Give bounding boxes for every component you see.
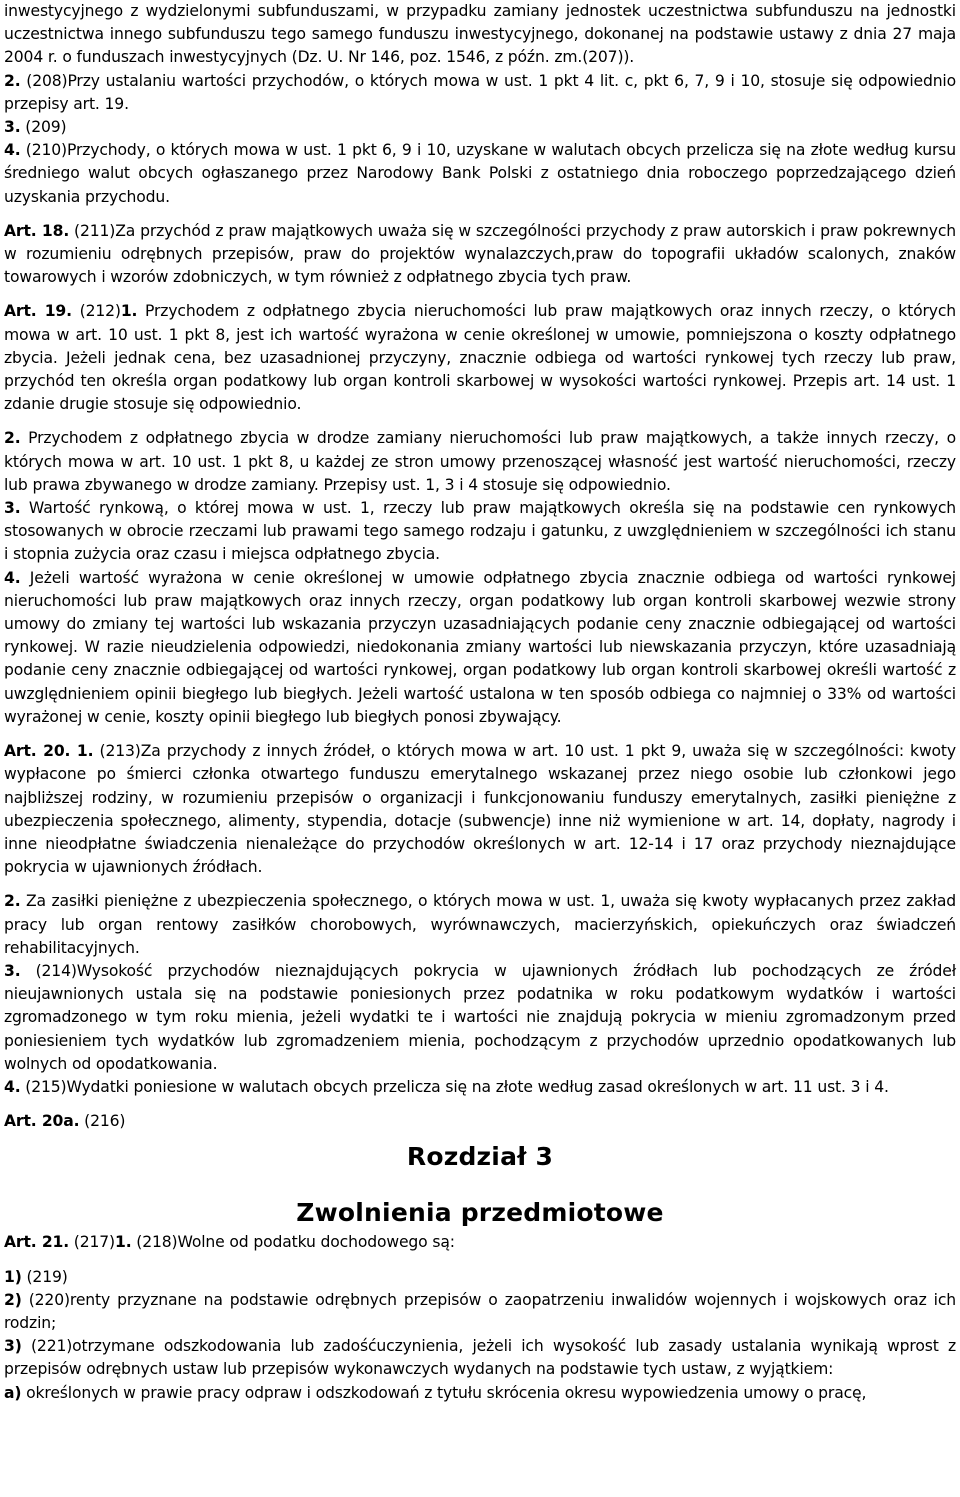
paragraph-text: (214)Wysokość przychodów nieznajdujących pokrycia w ujawnionych źródłach lub pochodzących ze źródeł nieujawnionych ustala się na podstawie poniesionych przez podatnika w roku podatkowym wydatków i wartości zgromadzonego w tym roku mienia, jeżeli wydatki te i wartości nie znajdują pokrycia w mieniu zgromadzonym przed poniesieniem tych wydatków lub zgromadzeniem mienia, pochodzącym z przychodów uprzednio opodatkowanych lub wolnych od opodatkowania. [4,961,956,1073]
article-20-ust3 [4,960,956,1076]
article-19-ust2 [4,427,956,497]
paragraph-art17-ust2 [4,70,956,116]
list-text: (220)renty przyznane na podstawie odrębnych przepisów o zaopatrzeniu inwalidów wojennych i wojskowych oraz ich rodzin; [4,1290,956,1332]
paragraph-text: (213)Za przychody z innych źródeł, o których mowa w art. 10 ust. 1 pkt 9, uważa się w szczególności: kwoty wypłacone po śmierci członka otwartego funduszu emerytalnego wskazanej przez niego osobie lub członkowi jego najbliższej rodziny, w rozumieniu przepisów o organizacji i funkcjonowaniu funduszy emerytalnych, zasiłki pieniężne z ubezpieczenia społecznego, alimenty, stypendia, dotacje (subwencje) inne niż wymienione w art. 14, dopłaty, nagrody i inne nieodpłatne świadczenia nienależące do przychodów określonych w art. 12-14 i 17 oraz przychody nieznajdujące pokrycia w ujawnionych źródłach. [4,742,956,877]
list-text: określonych w prawie pracy odpraw i odszkodowań z tytułu skrócenia okresu wypowiedzenia umowy o pracę, [21,1383,867,1402]
list-text: (219) [21,1267,68,1286]
list-number: 3) [4,1337,22,1356]
paragraph-text: Przychodem z odpłatnego zbycia w drodze zamiany nieruchomości lub praw majątkowych, a także innych rzeczy, o których mowa w art. 10 ust. 1 pkt 8, u każdej ze stron umowy przenoszącej własność jest wartość nieruchomości, rzeczy lub prawa zbywanego w drodze zamiany. Przepisy ust. 1, 3 i 4 stosuje się odpowiednio. [4,429,956,494]
list-text: (221)otrzymane odszkodowania lub zadośćuczynienia, jeżeli ich wysokość lub zasady ustalania wynikają wprost z przepisów odrębnych ustaw lub przepisów wykonawczych wydanych na podstawie tych ustaw, z wyjątkiem: [4,1337,956,1379]
paragraph-art17-ust4 [4,139,956,209]
paragraph-number: 3. [4,961,21,980]
paragraph-text: (216) [79,1112,126,1131]
article-20-ust1 [4,740,956,879]
article-20a [4,1110,956,1133]
paragraph-number: 4. [4,141,21,160]
paragraph-text: (209) [20,118,67,137]
paragraph-number: 3. [4,118,21,137]
paragraph-text: inwestycyjnego z wydzielonymi subfunduszami, w przypadku zamiany jednostek uczestnictwa subfunduszu na jednostki uczestnictwa innego subfunduszu tego samego funduszu inwestycyjnego, dokonanej na podstawie ustawy z dnia 27 maja 2004 r. o funduszach inwestycyjnych (Dz. U. Nr 146, poz. 1546, z późn. zm.(207)). [4,2,956,67]
paragraph-art17-ust3 [4,116,956,139]
chapter-number: Rozdział 3 [406,1142,554,1172]
footnote-ref: (217) [69,1233,115,1252]
paragraph-text: (218)Wolne od podatku dochodowego są: [131,1233,455,1252]
paragraph-text: (215)Wydatki poniesione w walutach obcych przelicza się na złote według zasad określonych w art. 11 ust. 3 i 4. [20,1077,889,1096]
article-heading: Art. 21. [4,1233,69,1252]
paragraph-number: 4. [4,568,21,587]
paragraph-number: 3. [4,499,21,518]
article-heading: Art. 18. [4,221,70,240]
paragraph-text: Wartość rynkową, o której mowa w ust. 1, rzeczy lub praw majątkowych określa się na podstawie cen rynkowych stosowanych w obrocie rzeczami lub prawami tego samego rodzaju i gatunku, z uwzględnieniem w szczególności ich stanu i stopnia zużycia oraz czasu i miejsca odpłatnego zbycia. [4,499,956,564]
article-19-ust4 [4,567,956,729]
chapter-title: Zwolnienia przedmiotowe [296,1198,664,1228]
document-page [4,0,956,1405]
paragraph-intro [4,0,956,70]
paragraph-text: Za zasiłki pieniężne z ubezpieczenia społecznego, o których mowa w ust. 1, uważa się kwoty wypłacanych przez zakład pracy lub organ rentowy zasiłków chorobowych, wyrównawczych, macierzyńskich, opiekuńczych oraz świadczeń rehabilitacyjnych. [4,892,956,957]
article-heading: Art. 20. [4,742,71,761]
list-letter: a) [4,1383,22,1402]
paragraph-text: Przychodem z odpłatnego zbycia nieruchomości lub praw majątkowych oraz innych rzeczy, o których mowa w art. 10 ust. 1 pkt 8, jest ich wartość wyrażona w cenie określonej w umowie, pomniejszona o koszty odpłatnego zbycia. Jeżeli jednak cena, bez uzasadnionej przyczyny, znacznie odbiega od wartości rynkowej tych rzeczy lub praw, przychód ten określa organ podatkowy lub organ kontroli skarbowej w wysokości wartości rynkowej. Przepis art. 14 ust. 1 zdanie drugie stosuje się odpowiednio. [4,302,956,414]
article-heading: Art. 20a. [4,1112,80,1131]
paragraph-number: 2. [4,892,21,911]
article-20-ust4 [4,1076,956,1099]
list-item-1 [4,1266,956,1289]
list-number: 2) [4,1290,22,1309]
paragraph-number: 4. [4,1077,21,1096]
article-18 [4,220,956,290]
paragraph-number: 1. [120,302,138,321]
paragraph-number: 1. [115,1233,132,1252]
article-21-ust1 [4,1231,956,1254]
list-item-a [4,1382,956,1405]
article-heading: Art. 19. [4,302,72,321]
list-item-3 [4,1335,956,1381]
article-19-ust1 [4,300,956,416]
paragraph-text: Jeżeli wartość wyrażona w cenie określonej w umowie odpłatnego zbycia znacznie odbiega od wartości rynkowej nieruchomości lub praw majątkowych oraz innych rzeczy, organ podatkowy lub organ kontroli skarbowej wezwie strony umowy do zmiany tej wartości lub wskazania przyczyn uzasadniających podanie ceny znacznie odbiegającej od wartości rynkowej. W razie nieudzielenia odpowiedzi, niedokonania zmiany wartości lub niewskazania przyczyn, które uzasadniają podanie ceny znacznie odbiegającej od wartości rynkowej, organ podatkowy lub organ kontroli skarbowej określi wartość z uwzględnieniem opinii biegłego lub biegłych. Jeżeli wartość ustalona w ten sposób odbiega co najmniej o 33% od wartości wyrażonej w cenie, koszty opinii biegłego lub biegłych ponosi zbywający. [4,568,956,726]
paragraph-text: (211)Za przychód z praw majątkowych uważa się w szczególności przychody z praw autorskich i praw pokrewnych w rozumieniu odrębnych przepisów, praw do projektów wynalazczych,praw do topografii układów scalonych, znaków towarowych i wzorów zdobniczych, w tym również z odpłatnego zbycia tych praw. [4,221,956,287]
paragraph-number: 1. [70,742,94,761]
article-19-ust3 [4,497,956,567]
article-20-ust2 [4,890,956,960]
list-number: 1) [4,1267,22,1286]
paragraph-number: 2. [4,71,21,90]
paragraph-text: (210)Przychody, o których mowa w ust. 1 pkt 6, 9 i 10, uzyskane w walutach obcych przelicza się na złote według kursu średniego walut obcych ogłaszanego przez Narodowy Bank Polski z ostatniego dnia roboczego poprzedzającego dzień uzyskania przychodu. [4,141,956,206]
footnote-ref: (212) [71,302,121,321]
list-item-2 [4,1289,956,1335]
paragraph-text: (208)Przy ustalaniu wartości przychodów, o których mowa w ust. 1 pkt 4 lit. c, pkt 6, 7, 9 i 10, stosuje się odpowiednio przepisy art. 19. [4,71,956,113]
paragraph-number: 2. [4,429,21,448]
